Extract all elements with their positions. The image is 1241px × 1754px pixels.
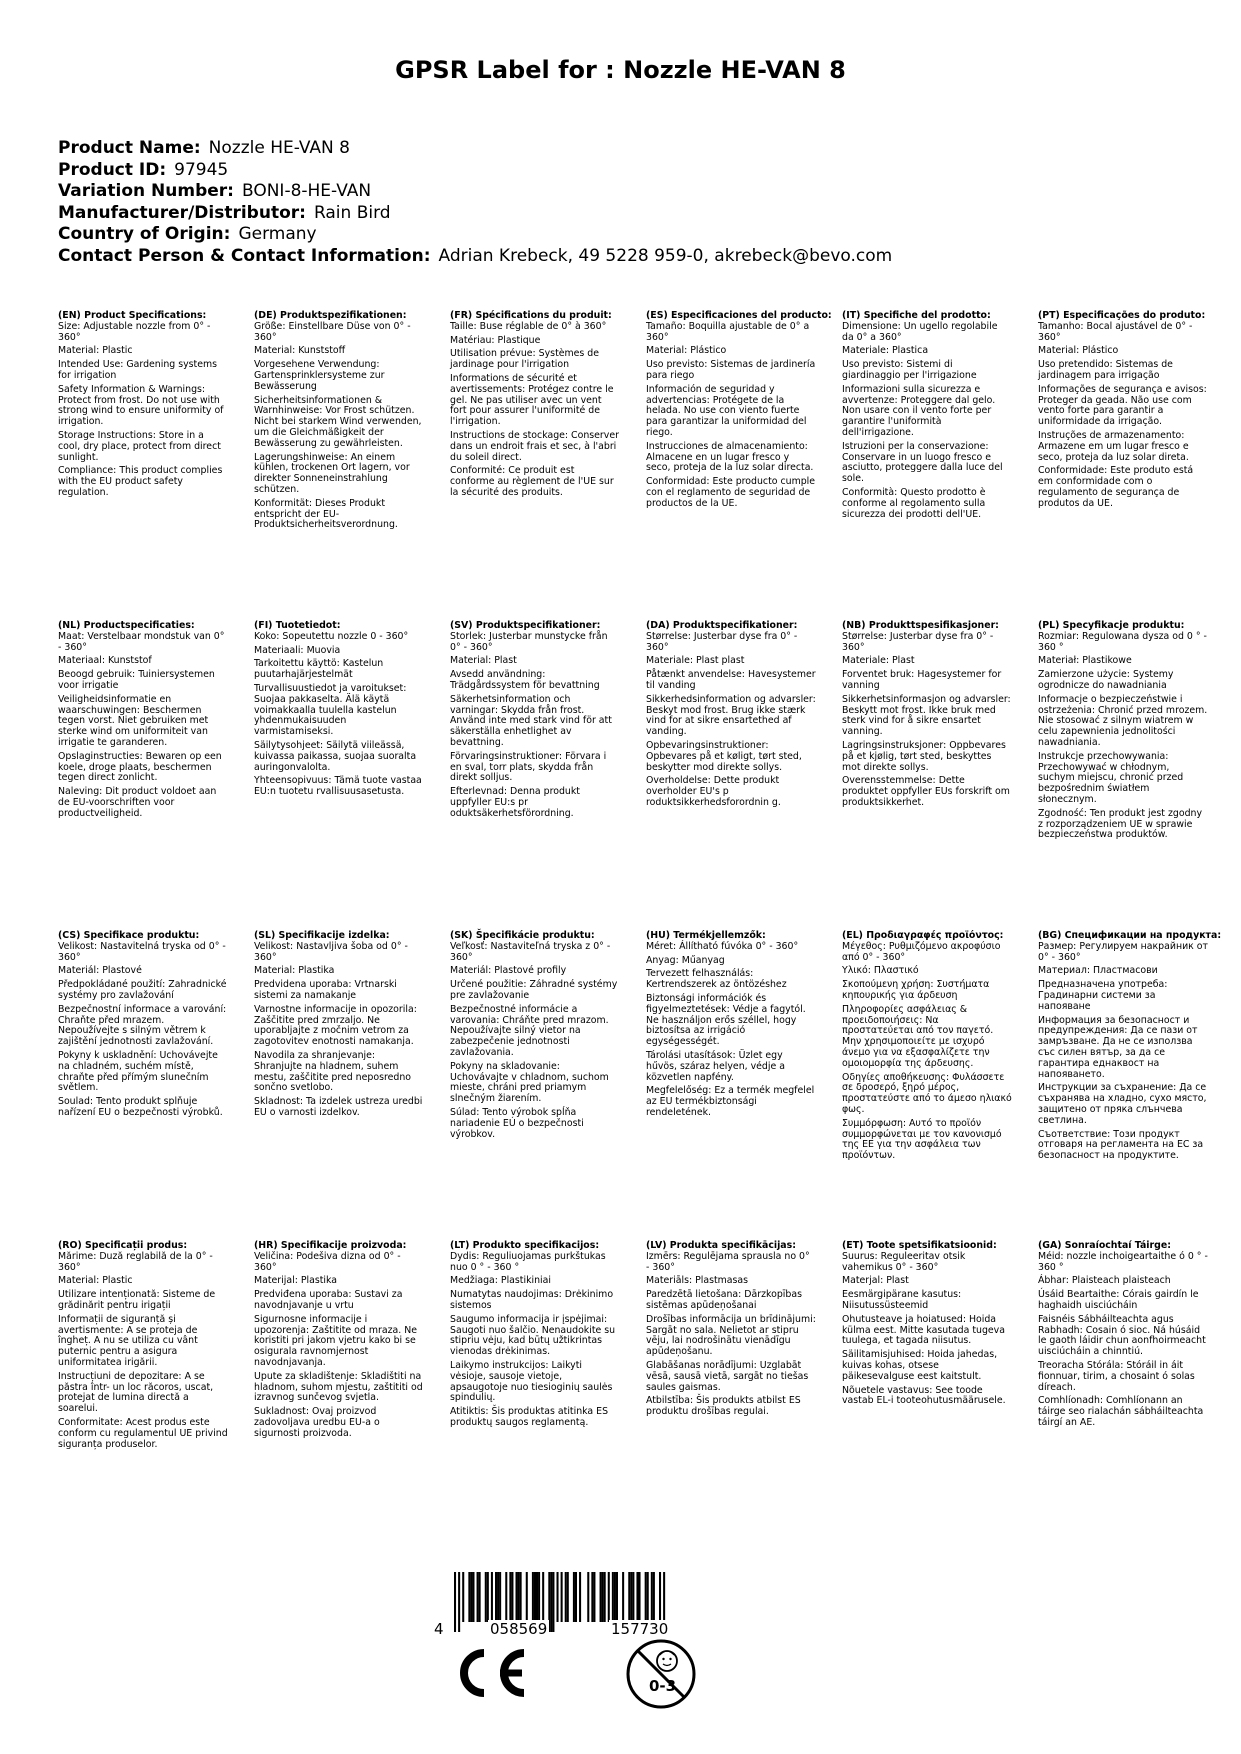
spec-line: Conformidade: Este produto está em conformidade com o regulamento de segurança de produtos da UE.: [1038, 465, 1194, 509]
spec-line: Konformität: Dieses Produkt entspricht der EU-Produktsicherheitsverordnung.: [254, 497, 398, 531]
spec-line: Materjal: Plast: [842, 1275, 909, 1287]
spec-row: [58, 621, 1238, 931]
spec-line: Anyag: Műanyag: [646, 954, 725, 966]
spec-line: Conformitate: Acest produs este conform cu regulamentul UE privind siguranța produselor.: [58, 1416, 228, 1450]
spec-block: [842, 931, 1012, 1165]
spec-block: [58, 931, 228, 1122]
info-key: Country of Origin:: [58, 224, 231, 244]
spec-heading: (ET) Toote spetsifikatsioonid:: [842, 1240, 997, 1251]
barcode-bar: [534, 1572, 536, 1622]
spec-line: Размер: Регулируем накрайник от 0° - 360°: [1038, 940, 1208, 963]
spec-line: Størrelse: Justerbar dyse fra 0° - 360°: [646, 630, 798, 653]
info-key: Variation Number:: [58, 181, 234, 201]
spec-heading: (SL) Specifikacije izdelka:: [254, 930, 390, 941]
spec-block: [646, 931, 816, 1122]
spec-line: Instruções de armazenamento: Armazene em um lugar fresco e seco, proteja da luz solar direta.: [1038, 429, 1189, 463]
barcode-bar: [516, 1572, 518, 1622]
spec-line: Overholdelse: Dette produkt overholder EU's p roduktsikkerhedsforordnin g.: [646, 775, 781, 808]
spec-heading: (NL) Productspecificaties:: [58, 620, 195, 631]
spec-line: Materiaali: Muovia: [254, 644, 341, 656]
spec-line: Medžiaga: Plastikiniai: [450, 1275, 552, 1287]
spec-line: Sukladnost: Ovaj proizvod zadovoljava uredbu EU-a o sigurnosti proizvoda.: [254, 1406, 380, 1439]
spec-line: Storage Instructions: Store in a cool, dry place, protect from direct sunlight.: [58, 429, 221, 463]
spec-block: [1038, 311, 1208, 513]
barcode-bar: [479, 1572, 481, 1622]
spec-line: Paredzētā lietošana: Dārzkopības sistēmas apūdeņošanai: [646, 1289, 802, 1311]
barcode-bar: [505, 1572, 507, 1622]
spec-line: Vorgesehene Verwendung: Gartensprinklersysteme zur Bewässerung: [254, 359, 385, 392]
spec-line: Uso pretendido: Sistemas de jardinagem para irrigação: [1038, 359, 1173, 381]
age-label: 0-3: [649, 1677, 677, 1695]
spec-heading: (LV) Produkta specifikācijas:: [646, 1240, 796, 1251]
spec-line: Matériau: Plastique: [450, 334, 541, 346]
info-variation-number: [58, 181, 1188, 203]
info-manufacturer: [58, 203, 1188, 225]
spec-line: Sigurnosne informacije i upozorenja: Zaštitite od mraza. Ne koristiti pri jakom vjetru kako bi se osigurala ravnomjernost navodnjavanja.: [254, 1313, 417, 1368]
spec-heading: (CS) Specifikace produktu:: [58, 930, 200, 941]
spec-row: [58, 311, 1238, 621]
spec-line: Lagerungshinweise: An einem kühlen, trockenen Ort lagern, vor direkter Sonneneinstrahlung schützen.: [254, 451, 410, 495]
spec-line: Velikost: Nastavitelná tryska od 0° - 360°: [58, 940, 226, 963]
spec-heading: (GA) Sonraíochtaí Táirge:: [1038, 1240, 1171, 1251]
spec-heading: (SK) Špecifikácie produktu:: [450, 930, 595, 941]
spec-line: Glabāšanas norādījumi: Uzglabāt vēsā, sausā vietā, sargāt no tiešas saules gaismas.: [646, 1359, 809, 1393]
spec-line: Conformità: Questo prodotto è conforme al regolamento sulla sicurezza dei prodotti dell'UE.: [842, 486, 986, 520]
barcode-bar: [565, 1572, 567, 1622]
spec-line: Informações de segurança e avisos: Proteger da geada. Não use com vento forte para garantir a uniformidade da irrigação.: [1038, 383, 1207, 428]
info-value: Germany: [238, 224, 317, 244]
barcode-bar: [532, 1572, 534, 1622]
spec-line: Beoogd gebruik: Tuiniersystemen voor irrigatie: [58, 669, 215, 691]
spec-line: Numatytas naudojimas: Drėkinimo sistemos: [450, 1289, 614, 1311]
spec-heading: (DE) Produktspezifikationen:: [254, 310, 407, 321]
info-contact: [58, 246, 1188, 268]
barcode-bar: [616, 1572, 618, 1622]
spec-line: Zgodność: Ten produkt jest zgodny z rozporządzeniem UE w sprawie bezpieczeństwa produktów.: [1038, 807, 1203, 841]
spec-line: Naleving: Dit product voldoet aan de EU-voorschriften voor productveiligheid.: [58, 786, 217, 819]
spec-line: Material: Plastic: [58, 1275, 133, 1287]
spec-line: Информация за безопасност и предупреждения: Да се пази от замръзване. Да не се използва със силен вятър, за да се гарантира еднаквост на напояването.: [1038, 1014, 1198, 1080]
barcode-bar: [639, 1572, 641, 1622]
spec-line: Uso previsto: Sistemas de jardinería para riego: [646, 359, 816, 381]
spec-block: [254, 1241, 424, 1443]
spec-line: Turvallisuustiedot ja varoitukset: Suojaa pakkaselta. Älä käytä voimakkaalla tuulella kastelun yhdenmukaisuuden varmistamiseksi.: [254, 682, 407, 738]
spec-line: Предназначена употреба: Градинарни системи за напояване: [1038, 979, 1168, 1012]
barcode-bar: [511, 1572, 513, 1622]
barcode-bar: [477, 1572, 479, 1622]
barcode-bar: [491, 1572, 493, 1622]
spec-line: Informații de siguranță și avertismente: A se proteja de îngheț. A nu se utiliza cu vânt puternic pentru a asigura uniformitatea irigării.: [58, 1313, 198, 1368]
ce-mark-icon: [450, 1645, 530, 1705]
spec-block: [646, 1241, 816, 1421]
spec-line: Informazioni sulla sicurezza e avvertenze: Proteggere dal gelo. Non usare con il vento forte per garantire l'uniformità dell'irrigazione.: [842, 383, 996, 438]
barcode-bar: [579, 1572, 581, 1622]
spec-line: Sicherheitsinformationen & Warnhinweise: Vor Frost schützen. Nicht bei starkem Wind verwenden, um die Gleichmäßigkeit der Bewässerung zu gewährleisten.: [254, 394, 422, 449]
barcode-bar: [538, 1572, 540, 1622]
spec-line: Úsáid Beartaithe: Córais gairdín le haghaidh uisciúcháin: [1038, 1289, 1199, 1311]
spec-line: Förvaringsinstruktioner: Förvara i en sval, torr plats, skydda från direkt solljus.: [450, 750, 607, 784]
spec-line: Veiligheidsinformatie en waarschuwingen: Beschermen tegen vorst. Niet gebruiken met sterke wind om uniformiteit van irrigatie te garanderen.: [58, 693, 209, 748]
barcode-digit-first: 4: [434, 1620, 444, 1638]
spec-line: Eesmärgipärane kasutus: Niisutussüsteemid: [842, 1289, 962, 1311]
spec-heading: (SV) Produktspecifikationer:: [450, 620, 601, 631]
spec-line: Conformidad: Este producto cumple con el reglamento de seguridad de productos de la UE.: [646, 476, 816, 509]
spec-line: Tárolási utasítások: Üzlet egy hűvös, száraz helyen, védje a közvetlen napfény.: [646, 1049, 785, 1083]
barcode-bar: [636, 1572, 638, 1622]
product-info: [58, 138, 1188, 267]
spec-heading: (NB) Produkttspesifikasjoner:: [842, 620, 999, 631]
barcode-bar: [593, 1572, 595, 1622]
barcode-bar: [575, 1572, 577, 1622]
spec-block: [842, 1241, 1012, 1410]
spec-line: Μέγεθος: Ρυθμιζόμενο ακροφύσιο από 0° - 360°: [842, 940, 1001, 963]
spec-line: Sikkerhedsinformation og advarsler: Beskyt mod frost. Brug ikke stærk vind for at sikre ensartethed af vanding.: [646, 693, 816, 738]
info-product-id: [58, 160, 1188, 182]
spec-line: Materijal: Plastika: [254, 1275, 338, 1287]
spec-line: Material: Plástico: [646, 345, 727, 357]
spec-line: Taille: Buse réglable de 0° à 360°: [450, 320, 607, 332]
spec-line: Maat: Verstelbaar mondstuk van 0° - 360°: [58, 630, 225, 653]
not-for-children-0-3-icon: [622, 1635, 700, 1717]
spec-line: Upute za skladištenje: Skladištiti na hladnom, suhom mjestu, zaštititi od izravnog sunčevog svjetla.: [254, 1370, 423, 1404]
spec-line: Material: Kunststoff: [254, 345, 346, 357]
info-value: Nozzle HE-VAN 8: [208, 138, 350, 158]
spec-line: Instrucțiuni de depozitare: A se păstra într- un loc răcoros, uscat, protejat de lumina directă a soarelui.: [58, 1370, 214, 1415]
spec-line: Υλικό: Πλαστικό: [842, 965, 919, 977]
spec-line: Tamaño: Boquilla ajustable de 0° a 360°: [646, 320, 810, 343]
barcode-bar: [628, 1572, 630, 1622]
barcode-bar: [561, 1572, 563, 1622]
spec-line: Lagringsinstruksjoner: Oppbevares på et kjølig, tørt sted, beskyttes mot direkte sollys.: [842, 739, 1006, 773]
barcode-bar: [600, 1572, 602, 1622]
spec-block: [254, 311, 424, 534]
spec-block: [1038, 930, 1222, 1165]
spec-line: Předpokládané použití: Zahradnické systémy pro zavlažování: [58, 979, 227, 1001]
barcode-bar: [647, 1572, 649, 1622]
spec-block: [254, 931, 424, 1122]
spec-line: Comhlíonadh: Comhlíonann an táirge seo rialachán sábháilteachta táirgí an AE.: [1038, 1395, 1204, 1428]
spec-line: Varnostne informacije in opozorila: Zaščitite pred zmrzaljo. Ne uporabljajte z močnim vetrom za zagotovitev enotnosti namakanja.: [254, 1003, 417, 1048]
spec-line: Atbilstība: Šis produkts atbilst ES produktu drošības regulai.: [646, 1395, 801, 1418]
barcode-bar: [645, 1572, 647, 1622]
barcode-bar: [614, 1572, 616, 1622]
spec-block: [842, 311, 1012, 523]
info-value: 97945: [174, 159, 229, 180]
spec-line: Soulad: Tento produkt splňuje nařízení EU o bezpečnosti výrobků.: [58, 1096, 223, 1118]
spec-heading: (EL) Προδιαγραφές προϊόντος:: [842, 930, 1004, 941]
barcode-bar: [518, 1572, 520, 1622]
spec-line: Opslaginstructies: Bewaren op een koele, droge plaats, beschermen tegen direct zonlicht.: [58, 750, 222, 784]
spec-line: Instrukcje przechowywania: Przechowywać w chłodnym, suchym miejscu, chronić przed bezpośrednim światłem słonecznym.: [1038, 750, 1184, 805]
barcode-bar: [485, 1572, 487, 1622]
barcode-bar: [608, 1572, 610, 1622]
spec-line: Säilytysohjeet: Säilytä viileässä, kuivassa paikassa, suojaa suoralta auringonvalolta.: [254, 739, 417, 773]
barcode-bar: [536, 1572, 538, 1622]
barcode-bar: [468, 1572, 470, 1622]
spec-line: Ábhar: Plaisteach plaisteach: [1038, 1275, 1171, 1287]
spec-line: Ohutusteave ja hoiatused: Hoida külma eest. Mitte kasutada tugeva tuulega, et tagada niisutus.: [842, 1313, 1005, 1347]
spec-line: Materiale: Plast: [842, 655, 915, 667]
barcode-bar: [509, 1572, 511, 1622]
spec-line: Material: Plástico: [1038, 345, 1119, 357]
spec-line: Πληροφορίες ασφάλειας & προειδοποιήσεις: Να προστατεύεται από τον παγετό. Μην χρησιμοποιείτε με ισχυρό άνεμο για να εξασφαλίζετε την ομοιομορφία της άρδευσης.: [842, 1003, 994, 1069]
spec-line: Laikymo instrukcijos: Laikyti vėsioje, sausoje vietoje, apsaugotoje nuo tiesioginių saulės spindulių.: [450, 1359, 613, 1404]
spec-line: Veľkosť: Nastaviteľná tryska z 0° - 360°: [450, 940, 611, 963]
spec-line: Súlad: Tento výrobok spĺňa nariadenie EÚ o bezpečnosti výrobkov.: [450, 1106, 584, 1140]
spec-line: Izmērs: Regulējama sprausla no 0° - 360°: [646, 1250, 810, 1273]
barcode-bar: [612, 1572, 614, 1622]
spec-block: [842, 621, 1012, 812]
spec-line: Materiale: Plastica: [842, 345, 929, 357]
barcode-bar: [497, 1572, 499, 1622]
barcode-bar: [651, 1572, 653, 1622]
spec-block: [1038, 1241, 1208, 1432]
spec-line: Utilisation prévue: Systèmes de jardinage pour l'irrigation: [450, 348, 599, 371]
spec-heading: (RO) Specificații produs:: [58, 1240, 188, 1251]
spec-line: Informations de sécurité et avertissements: Protégez contre le gel. Ne pas utiliser avec un vent fort pour assurer l'uniformité de l'irrigation.: [450, 372, 614, 428]
spec-line: Materiāls: Plastmasas: [646, 1275, 749, 1287]
spec-line: Méret: Állítható fúvóka 0° - 360°: [646, 940, 799, 952]
spec-line: Tamanho: Bocal ajustável de 0° - 360°: [1038, 320, 1193, 343]
spec-line: Veličina: Podešiva dizna od 0° - 360°: [254, 1250, 401, 1273]
spec-line: Material: Plast: [450, 655, 517, 667]
spec-line: Materiale: Plast plast: [646, 655, 745, 667]
barcode-bar: [542, 1572, 544, 1622]
barcode-bar: [567, 1572, 569, 1622]
info-key: Contact Person & Contact Information:: [58, 245, 431, 266]
spec-line: Treoracha Stórála: Stóráil in áit fionnuar, tirim, a chosaint ó solas díreach.: [1038, 1359, 1195, 1393]
barcode-bar: [587, 1572, 589, 1622]
spec-line: Conformité: Ce produit est conforme au règlement de l'UE sur la sécurité des produits.: [450, 465, 614, 498]
spec-block: [58, 311, 228, 502]
barcode-bar: [495, 1572, 497, 1622]
spec-line: Sikkerhetsinformasjon og advarsler: Beskytt mot frost. Ikke bruk med sterk vind for å sikre ensartet vanning.: [842, 693, 1011, 738]
spec-line: Biztonsági információk és figyelmeztetések: Védje a fagytól. Ne használjon erős széllel, hogy biztosítsa az irrigáció egységességét.: [646, 992, 806, 1048]
spec-line: Predvidena uporaba: Vrtnarski sistemi za namakanje: [254, 979, 397, 1001]
spec-heading: (FI) Tuotetiedot:: [254, 620, 341, 631]
spec-line: Mărime: Duză reglabilă de la 0° - 360°: [58, 1250, 213, 1273]
barcode-bar: [487, 1572, 489, 1622]
spec-line: Material: Plastika: [254, 965, 335, 977]
spec-line: Méid: nozzle inchoigeartaithe ó 0 ° - 360 °: [1038, 1250, 1208, 1273]
spec-block: [450, 1241, 620, 1432]
info-country-of-origin: [58, 224, 1188, 246]
spec-heading: (HR) Specifikacije proizvoda:: [254, 1240, 407, 1251]
spec-line: Material: Plastic: [58, 345, 133, 357]
spec-line: Instrucciones de almacenamiento: Almacene en un lugar fresco y seco, proteja de la luz solar directa.: [646, 440, 814, 474]
spec-line: Zamierzone użycie: Systemy ogrodnicze do nawadniania: [1038, 669, 1174, 691]
spec-block: [646, 621, 816, 812]
spec-line: Overensstemmelse: Dette produktet oppfyller EUs forskrift om produktsikkerhet.: [842, 775, 1010, 808]
spec-line: Säilitamisjuhised: Hoida jahedas, kuivas kohas, otsese päikesevalguse eest kaitstult.: [842, 1349, 998, 1382]
spec-block: [450, 931, 620, 1143]
barcode-bar: [470, 1572, 472, 1622]
spec-line: Pokyny k uskladnění: Uchovávejte na chladném, suchém místě, chraňte před přímým slunečním světlem.: [58, 1049, 218, 1094]
spec-line: Intended Use: Gardening systems for irrigation: [58, 359, 218, 381]
spec-block: [254, 621, 424, 801]
barcode-bar: [632, 1572, 634, 1622]
barcode-bar: [630, 1572, 632, 1622]
spec-heading: (BG) Спецификации на продукта:: [1038, 930, 1222, 941]
spec-line: Navodila za shranjevanje: Shranjujte na hladnem, suhem mestu, zaščitite pred neposredno sončno svetlobo.: [254, 1049, 411, 1094]
spec-line: Påtænkt anvendelse: Havesystemer til vanding: [646, 669, 816, 691]
info-value: Adrian Krebeck, 49 5228 959-0, akrebeck@bevo.com: [438, 245, 893, 266]
barcode-group-right: 157730: [611, 1620, 669, 1638]
spec-line: Určené použitie: Záhradné systémy pre zavlažovanie: [450, 979, 618, 1001]
spec-line: Uso previsto: Sistemi di giardinaggio per l'irrigazione: [842, 359, 977, 381]
specifications-grid: [58, 311, 1238, 1551]
spec-line: Saugumo informacija ir įspėjimai: Saugoti nuo šalčio. Nenaudokite su stipriu vėju, kad būtų užtikrintas vienodas drėkinimas.: [450, 1313, 616, 1358]
spec-line: Rozmiar: Regulowana dysza od 0 ° - 360 °: [1038, 630, 1207, 653]
spec-heading: (EN) Product Specifications:: [58, 310, 207, 321]
spec-line: Efterlevnad: Denna produkt uppfyller EU:s pr oduktsäkerhetsförordning.: [450, 786, 580, 819]
spec-line: Tarkoitettu käyttö: Kastelun puutarhajärjestelmät: [254, 658, 384, 681]
spec-line: Pokyny na skladovanie: Uchovávajte v chladnom, suchom mieste, chráni pred priamym slnečným žiarením.: [450, 1060, 609, 1105]
spec-line: Información de seguridad y advertencias: Protégete de la helada. No use con viento fuerte para garantizar la uniformidad del riego.: [646, 383, 807, 438]
spec-line: Instructions de stockage: Conserver dans un endroit frais et sec, à l'abri du soleil direct.: [450, 429, 619, 463]
ean-barcode: [432, 1572, 732, 1642]
label-title: GPSR Label for : Nozzle HE-VAN 8: [395, 56, 846, 84]
spec-block: [1038, 621, 1208, 844]
spec-line: Bezpečnostní informace a varování: Chraňte před mrazem. Nepoužívejte s silným větrem k zajištění jednotnosti zavlažování.: [58, 1003, 227, 1048]
spec-line: Säkerhetsinformation och varningar: Skydda från frost. Använd inte med stark vind för att säkerställa enhetlighet av bevattning.: [450, 693, 612, 748]
spec-line: Safety Information & Warnings: Protect from frost. Do not use with strong wind to ensure uniformity of irrigation.: [58, 383, 224, 428]
barcode-group-left: 058569: [490, 1620, 548, 1638]
barcode-bar: [520, 1572, 522, 1622]
spec-line: Größe: Einstellbare Düse von 0° - 360°: [254, 320, 411, 343]
spec-line: Faisnéis Sábháilteachta agus Rabhadh: Cosain ó sioc. Ná húsáid le gaoth láidir chun aonfhoirmeacht uisciúcháin a chinntiú.: [1038, 1313, 1206, 1358]
spec-line: Istruzioni per la conservazione: Conservare in un luogo fresco e asciutto, proteggere dalla luce del sole.: [842, 440, 1003, 485]
spec-heading: (PL) Specyfikacje produktu:: [1038, 620, 1185, 631]
spec-heading: (DA) Produktspecifikationer:: [646, 620, 798, 631]
spec-heading: (ES) Especificaciones del producto:: [646, 310, 832, 321]
spec-line: Инструкции за съхранение: Да се съхранява на хладно, сухо място, защитено от пряка слънчева светлина.: [1038, 1082, 1207, 1126]
spec-heading: (PT) Especificações do produto:: [1038, 310, 1206, 321]
info-key: Product ID:: [58, 159, 167, 180]
spec-line: Suurus: Reguleeritav otsik vahemikus 0° - 360°: [842, 1250, 966, 1273]
spec-line: Opbevaringsinstruktioner: Opbevares på et køligt, tørt sted, beskytter mod direkte sollys.: [646, 739, 802, 773]
spec-line: Compliance: This product complies with the EU product safety regulation.: [58, 465, 223, 498]
spec-heading: (FR) Spécifications du produit:: [450, 310, 612, 321]
barcode-bar: [653, 1572, 655, 1622]
spec-line: Οδηγίες αποθήκευσης: Φυλάσσετε σε δροσερό, ξηρό μέρος, προστατεύστε από το άμεσο ηλιακό φως.: [842, 1071, 1012, 1115]
spec-line: Forventet bruk: Hagesystemer for vanning: [842, 669, 1002, 691]
spec-line: Yhteensopivuus: Tämä tuote vastaa EU:n tuotetu rvallisuusasetusta.: [254, 775, 422, 798]
spec-line: Avsedd användning: Trädgårdssystem för bevattning: [450, 669, 600, 691]
barcode-bar: [591, 1572, 593, 1622]
barcode-bar: [622, 1572, 624, 1622]
barcode-bar: [526, 1572, 528, 1622]
spec-line: Predviđena uporaba: Sustavi za navodnjavanje u vrtu: [254, 1289, 403, 1311]
info-key: Manufacturer/Distributor:: [58, 202, 306, 223]
spec-line: Materiał: Plastikowe: [1038, 655, 1132, 667]
spec-block: [450, 621, 620, 823]
spec-line: Velikost: Nastavljiva šoba od 0° - 360°: [254, 940, 408, 963]
barcode-bar: [573, 1572, 575, 1622]
barcode-bar: [557, 1572, 559, 1622]
spec-block: [58, 1241, 228, 1453]
spec-line: Tervezett felhasználás: Kertrendszerek az öntözéshez: [646, 968, 787, 991]
info-product-name: [58, 138, 1188, 160]
spec-line: Σκοπούμενη χρήση: Συστήματα κηπουρικής για άρδευση: [842, 979, 990, 1001]
spec-heading: (HU) Termékjellemzők:: [646, 930, 766, 941]
spec-line: Съответствие: Този продукт отговаря на регламента на ЕС за безопасност на продуктите.: [1038, 1128, 1204, 1162]
spec-line: Συμμόρφωση: Αυτό το προϊόν συμμορφώνεται με τον κανονισμό της ΕΕ για την ασφάλεια των προϊόντων.: [842, 1117, 1002, 1162]
spec-block: [646, 310, 832, 513]
barcode-bar: [604, 1572, 606, 1622]
spec-row: [58, 1241, 1238, 1551]
spec-line: Materiaal: Kunststof: [58, 655, 152, 667]
info-value: BONI-8-HE-VAN: [241, 181, 372, 201]
spec-line: Skladnost: Ta izdelek ustreza uredbi EU o varnosti izdelkov.: [254, 1096, 423, 1118]
spec-row: [58, 931, 1238, 1241]
spec-line: Megfelelőség: Ez a termék megfelel az EU termékbiztonsági rendeletének.: [646, 1085, 815, 1118]
spec-line: Atitiktis: Šis produktas atitinka ES produktų saugos reglamentą.: [450, 1406, 609, 1428]
barcode-bar: [472, 1572, 474, 1622]
spec-line: Материал: Пластмасови: [1038, 965, 1158, 977]
spec-line: Materiál: Plastové: [58, 965, 142, 977]
spec-line: Size: Adjustable nozzle from 0° - 360°: [58, 320, 211, 343]
spec-line: Materiál: Plastové profily: [450, 965, 567, 977]
barcode-bar: [499, 1572, 501, 1622]
spec-block: [450, 311, 620, 502]
spec-line: Storlek: Justerbar munstycke från 0° - 360°: [450, 630, 608, 653]
info-value: Rain Bird: [313, 202, 391, 223]
spec-line: Størrelse: Justerbar dyse fra 0° - 360°: [842, 630, 994, 653]
spec-line: Drošības informācija un brīdinājumi: Sargāt no sala. Nelietot ar stipru vēju, lai nodrošinātu vienādīgu apūdeņošanu.: [646, 1313, 816, 1358]
info-key: Product Name:: [58, 138, 201, 158]
barcode-bar: [462, 1572, 464, 1622]
spec-line: Informacje o bezpieczeństwie i ostrzeżenia: Chronić przed mrozem. Nie stosować z silnym wiatrem w celu zapewnienia jednolitości nawadniania.: [1038, 693, 1208, 748]
spec-line: Bezpečnostné informácie a varovania: Chráňte pred mrazom. Nepoužívajte silný vietor na zabezpečenie jednotnosti zavlažovania.: [450, 1003, 609, 1058]
spec-line: Dydis: Reguliuojamas purkštukas nuo 0 ° - 360 °: [450, 1250, 606, 1273]
spec-line: Dimensione: Un ugello regolabile da 0° a 360°: [842, 320, 998, 343]
spec-line: Utilizare intenționată: Sisteme de grădinărit pentru irigații: [58, 1289, 216, 1311]
spec-line: Nõuetele vastavus: See toode vastab EL-i tooteohutusmäärusele.: [842, 1384, 1006, 1407]
spec-heading: (IT) Specifiche del prodotto:: [842, 310, 991, 321]
spec-line: Koko: Sopeutettu nozzle 0 - 360°: [254, 630, 409, 642]
spec-block: [58, 621, 228, 823]
spec-heading: (LT) Produkto specifikacijos:: [450, 1240, 600, 1251]
barcode-bar: [602, 1572, 604, 1622]
